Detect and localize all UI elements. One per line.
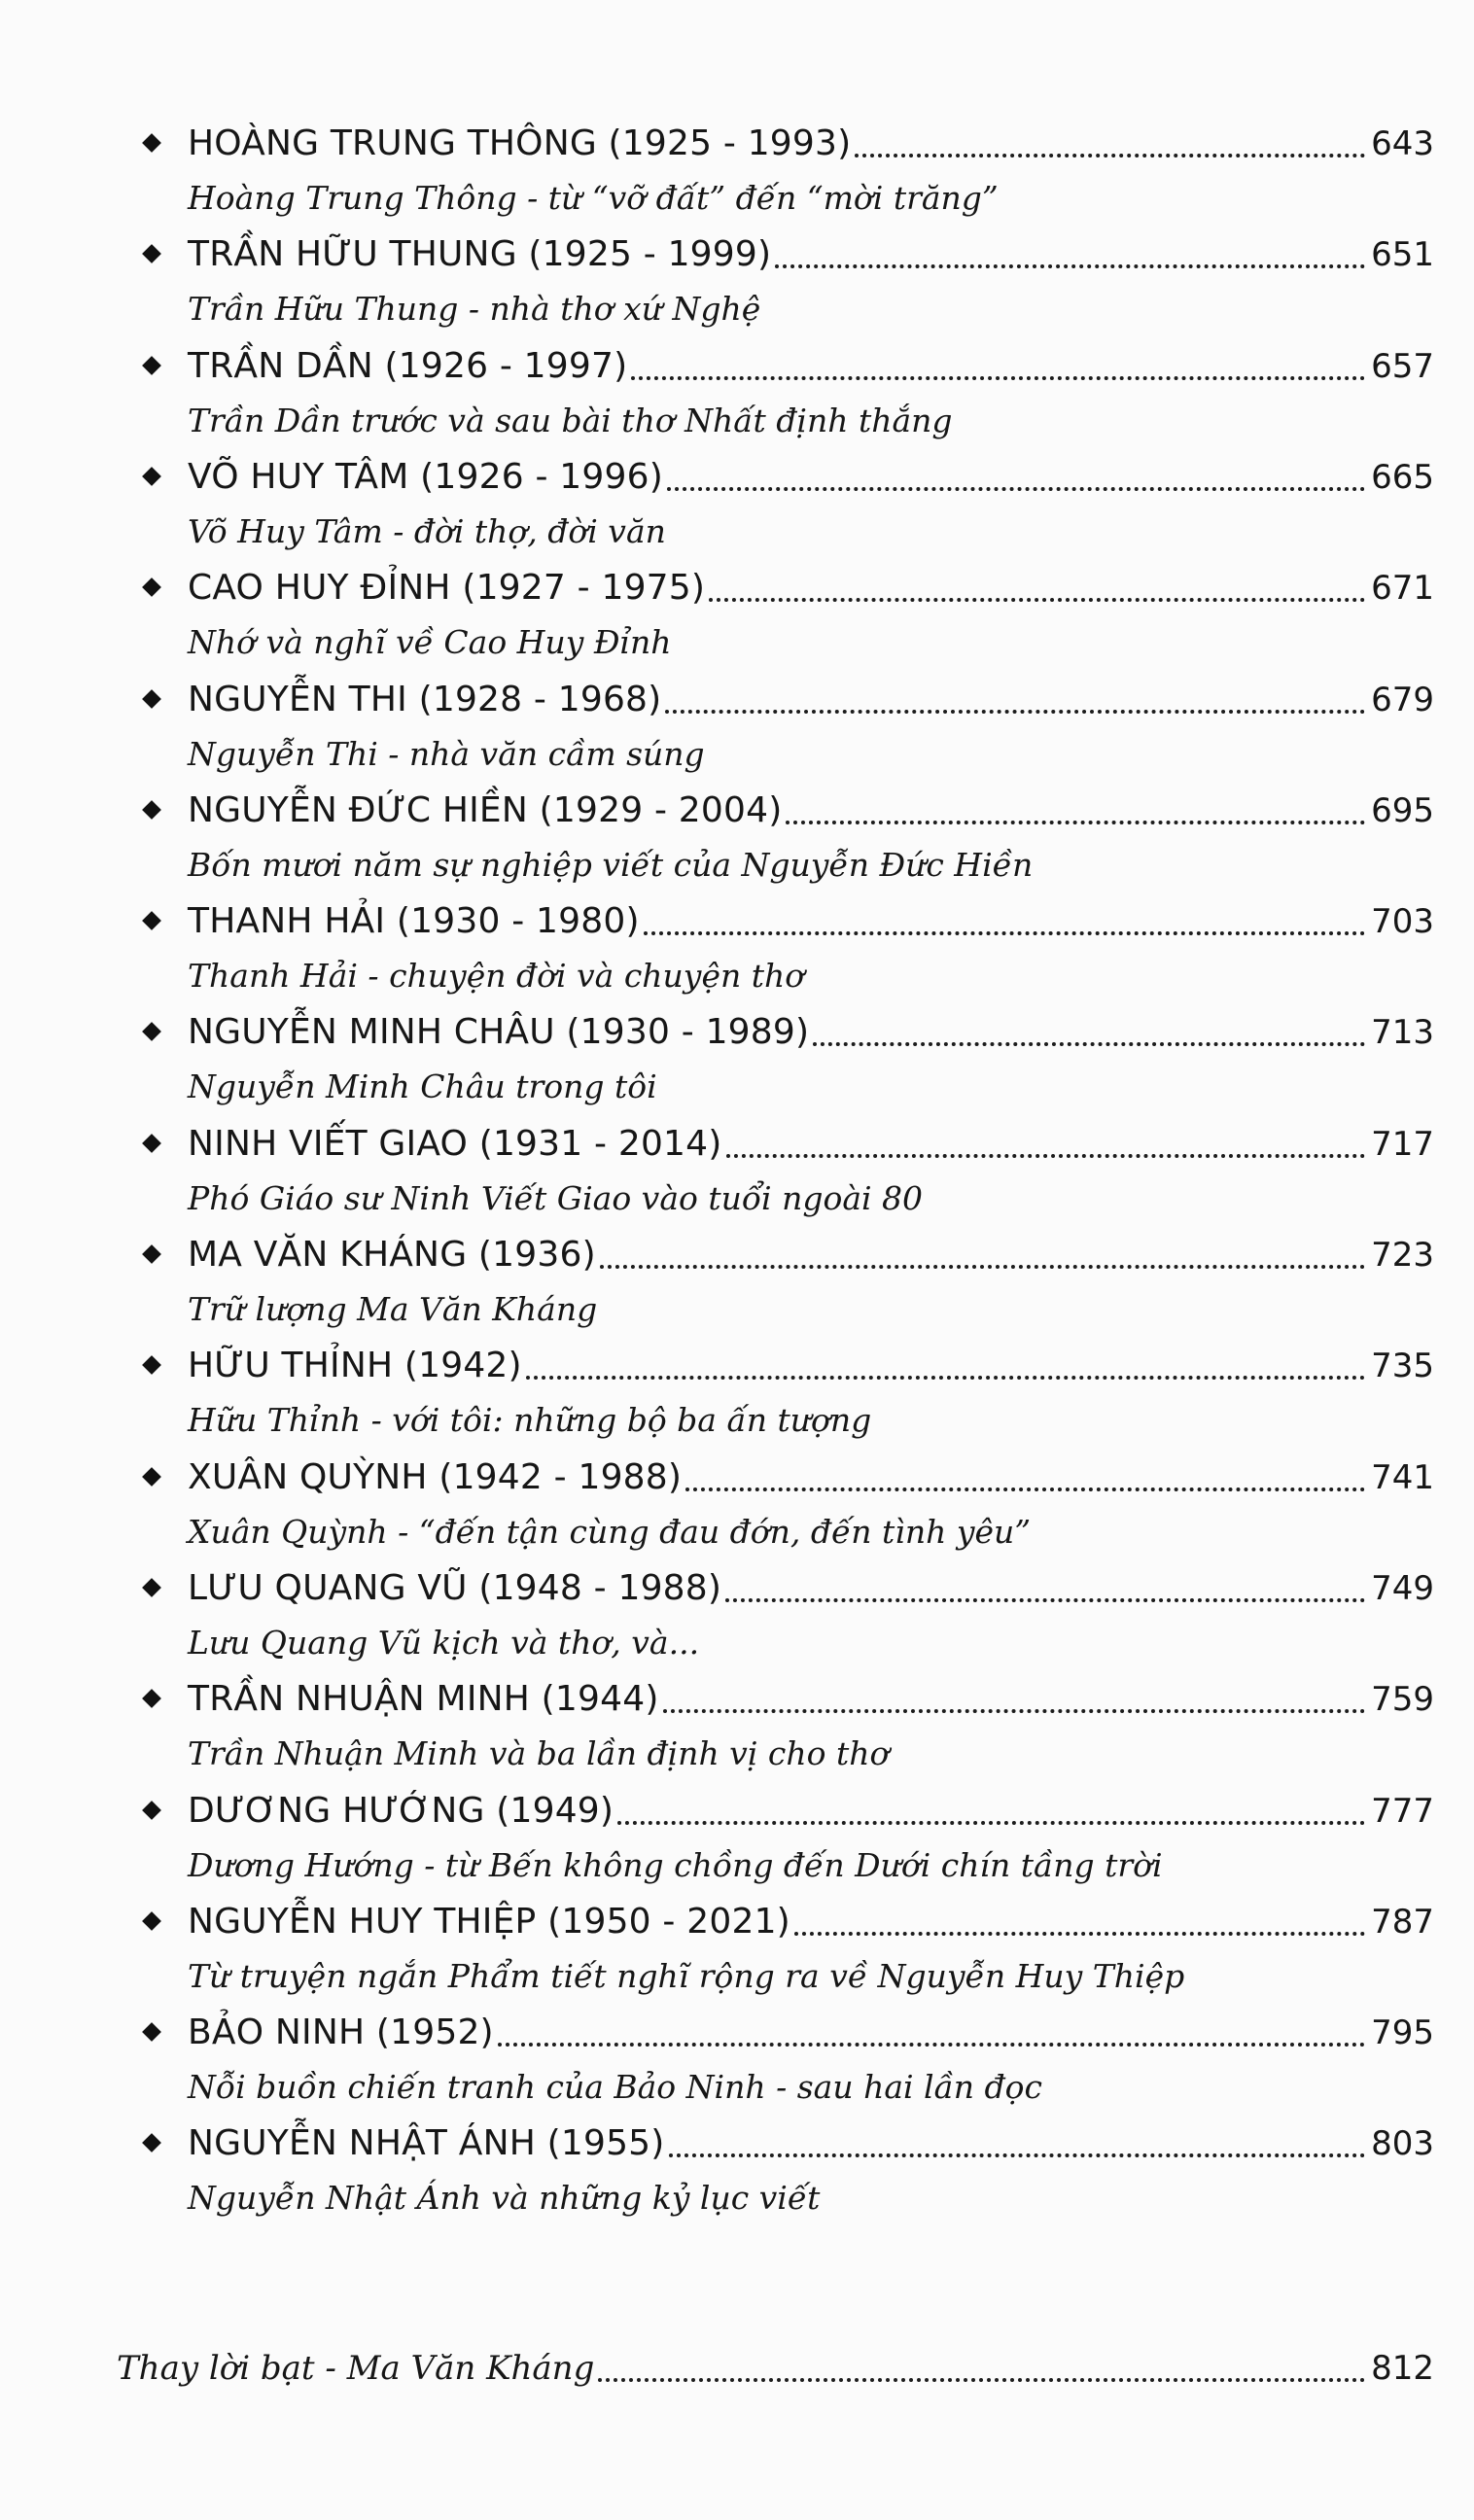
dot-leader [644, 930, 1365, 935]
page-number: 759 [1371, 1680, 1434, 1719]
toc-entry-heading [131, 1786, 1434, 1837]
dot-leader [663, 1708, 1366, 1713]
essay-title: Nhớ và nghĩ về Cao Huy Đỉnh [188, 623, 672, 661]
author-name: DƯƠNG HƯỚNG (1949) [188, 1791, 614, 1831]
essay-title: Nguyễn Minh Châu trong tôi [188, 1068, 657, 1105]
dot-leader [775, 263, 1365, 268]
toc-entry-heading [131, 896, 1434, 947]
page-number: 741 [1371, 1458, 1434, 1497]
essay-title: Thanh Hải - chuyện đời và chuyện thơ [188, 957, 805, 995]
dot-leader [669, 2152, 1366, 2157]
dot-leader [726, 1153, 1366, 1158]
essay-title: Hữu Thỉnh - với tôi: những bộ ba ấn tượng [188, 1401, 872, 1439]
dot-leader [786, 820, 1365, 824]
page-number: 723 [1371, 1236, 1434, 1275]
author-name: NGUYỄN ĐỨC HIỀN (1929 - 2004) [188, 790, 783, 830]
toc-entry-heading [131, 452, 1434, 503]
page-number: 665 [1371, 458, 1434, 497]
page-number: 657 [1371, 347, 1434, 386]
author-name: NGUYỄN NHẬT ÁNH (1955) [188, 2123, 665, 2163]
essay-title: Trần Nhuận Minh và ba lần định vị cho thơ [188, 1734, 890, 1772]
author-name: NGUYỄN MINH CHÂU (1930 - 1989) [188, 1012, 810, 1052]
author-name: MA VĂN KHÁNG (1936) [188, 1235, 596, 1275]
dot-leader [709, 597, 1365, 602]
page-number: 703 [1371, 902, 1434, 941]
essay-title: Xuân Quỳnh - “đến tận cùng đau đớn, đến tình yêu” [188, 1513, 1032, 1551]
dot-leader [667, 486, 1365, 491]
page-number: 795 [1371, 2013, 1434, 2052]
page-number: 787 [1371, 1903, 1434, 1942]
author-name: NINH VIẾT GIAO (1931 - 2014) [188, 1124, 722, 1164]
author-name: TRẦN DẦN (1926 - 1997) [188, 346, 628, 386]
page-number: 671 [1371, 569, 1434, 608]
author-name: HỮU THỈNH (1942) [188, 1346, 522, 1385]
author-name: TRẦN HỮU THUNG (1925 - 1999) [188, 234, 772, 274]
page-number: 643 [1371, 124, 1434, 163]
essay-title: Phó Giáo sư Ninh Viết Giao vào tuổi ngoài 80 [188, 1179, 924, 1217]
author-name: XUÂN QUỲNH (1942 - 1988) [188, 1457, 683, 1497]
author-name: BẢO NINH (1952) [188, 2012, 494, 2052]
author-name: HOÀNG TRUNG THÔNG (1925 - 1993) [188, 123, 852, 163]
page-number: 651 [1371, 235, 1434, 274]
toc-entry-heading [131, 1230, 1434, 1280]
essay-title: Trần Dần trước và sau bài thơ Nhất định thắng [188, 402, 953, 439]
page-number: 749 [1371, 1569, 1434, 1608]
toc-entry-heading [131, 229, 1434, 280]
dot-leader [598, 2377, 1365, 2382]
toc-entry-heading [131, 563, 1434, 613]
essay-title: Nỗi buồn chiến tranh của Bảo Ninh - sau hai lần đọc [188, 2068, 1043, 2106]
page-number: 777 [1371, 1792, 1434, 1831]
dot-leader [665, 709, 1365, 714]
page-number: 713 [1371, 1013, 1434, 1052]
essay-title: Lưu Quang Vũ kịch và thơ, và... [188, 1624, 700, 1662]
dot-leader [600, 1264, 1365, 1269]
toc-entry-heading [131, 2118, 1434, 2169]
essay-title: Nguyễn Thi - nhà văn cầm súng [188, 735, 705, 773]
toc-entry-heading [131, 675, 1434, 725]
toc-entry-heading [131, 786, 1434, 836]
toc-entry-heading [131, 1563, 1434, 1614]
essay-title: Bốn mươi năm sự nghiệp viết của Nguyễn Đức Hiền [188, 846, 1034, 884]
dot-leader [498, 2042, 1365, 2047]
dot-leader [813, 1041, 1365, 1046]
author-name: VÕ HUY TÂM (1926 - 1996) [188, 457, 663, 497]
afterword-title: Thay lời bạt - Ma Văn Kháng [117, 2349, 595, 2388]
toc-entry-heading [131, 1341, 1434, 1391]
page-number: 735 [1371, 1347, 1434, 1385]
author-name: TRẦN NHUẬN MINH (1944) [188, 1679, 659, 1719]
toc-entry-heading [131, 1674, 1434, 1725]
author-name: LƯU QUANG VŨ (1948 - 1988) [188, 1568, 722, 1608]
author-name: NGUYỄN HUY THIỆP (1950 - 2021) [188, 1902, 790, 1942]
toc-entry-heading [131, 341, 1434, 392]
author-name: THANH HẢI (1930 - 1980) [188, 901, 640, 941]
toc-entry-heading [131, 119, 1434, 169]
essay-title: Trữ lượng Ma Văn Kháng [188, 1290, 598, 1328]
dot-leader [685, 1487, 1365, 1491]
afterword-page-number: 812 [1371, 2349, 1434, 2388]
essay-title: Hoàng Trung Thông - từ “vỡ đất” đến “mời trăng” [188, 179, 999, 217]
toc-entry-heading [131, 1897, 1434, 1947]
essay-title: Nguyễn Nhật Ánh và những kỷ lục viết [188, 2179, 821, 2217]
afterword-entry[interactable] [117, 2343, 1434, 2394]
dot-leader [617, 1820, 1365, 1825]
essay-title: Từ truyện ngắn Phẩm tiết nghĩ rộng ra về Nguyễn Huy Thiệp [188, 1957, 1185, 1995]
dot-leader [631, 375, 1365, 380]
toc-entry-heading [131, 2008, 1434, 2058]
essay-title: Trần Hữu Thung - nhà thơ xứ Nghệ [188, 290, 761, 328]
essay-title: Võ Huy Tâm - đời thợ, đời văn [188, 512, 666, 550]
dot-leader [725, 1597, 1365, 1602]
page-number: 717 [1371, 1125, 1434, 1164]
author-name: CAO HUY ĐỈNH (1927 - 1975) [188, 568, 706, 608]
author-name: NGUYỄN THI (1928 - 1968) [188, 680, 662, 719]
dot-leader [526, 1375, 1365, 1380]
toc-entry-heading [131, 1119, 1434, 1170]
toc-entry-heading [131, 1007, 1434, 1058]
toc-entry-heading [131, 1452, 1434, 1503]
page-number: 695 [1371, 791, 1434, 830]
dot-leader [794, 1931, 1365, 1936]
dot-leader [855, 153, 1365, 158]
page-number: 679 [1371, 681, 1434, 719]
essay-title: Dương Hướng - từ Bến không chồng đến Dưới chín tầng trời [188, 1846, 1163, 1884]
page-number: 803 [1371, 2124, 1434, 2163]
